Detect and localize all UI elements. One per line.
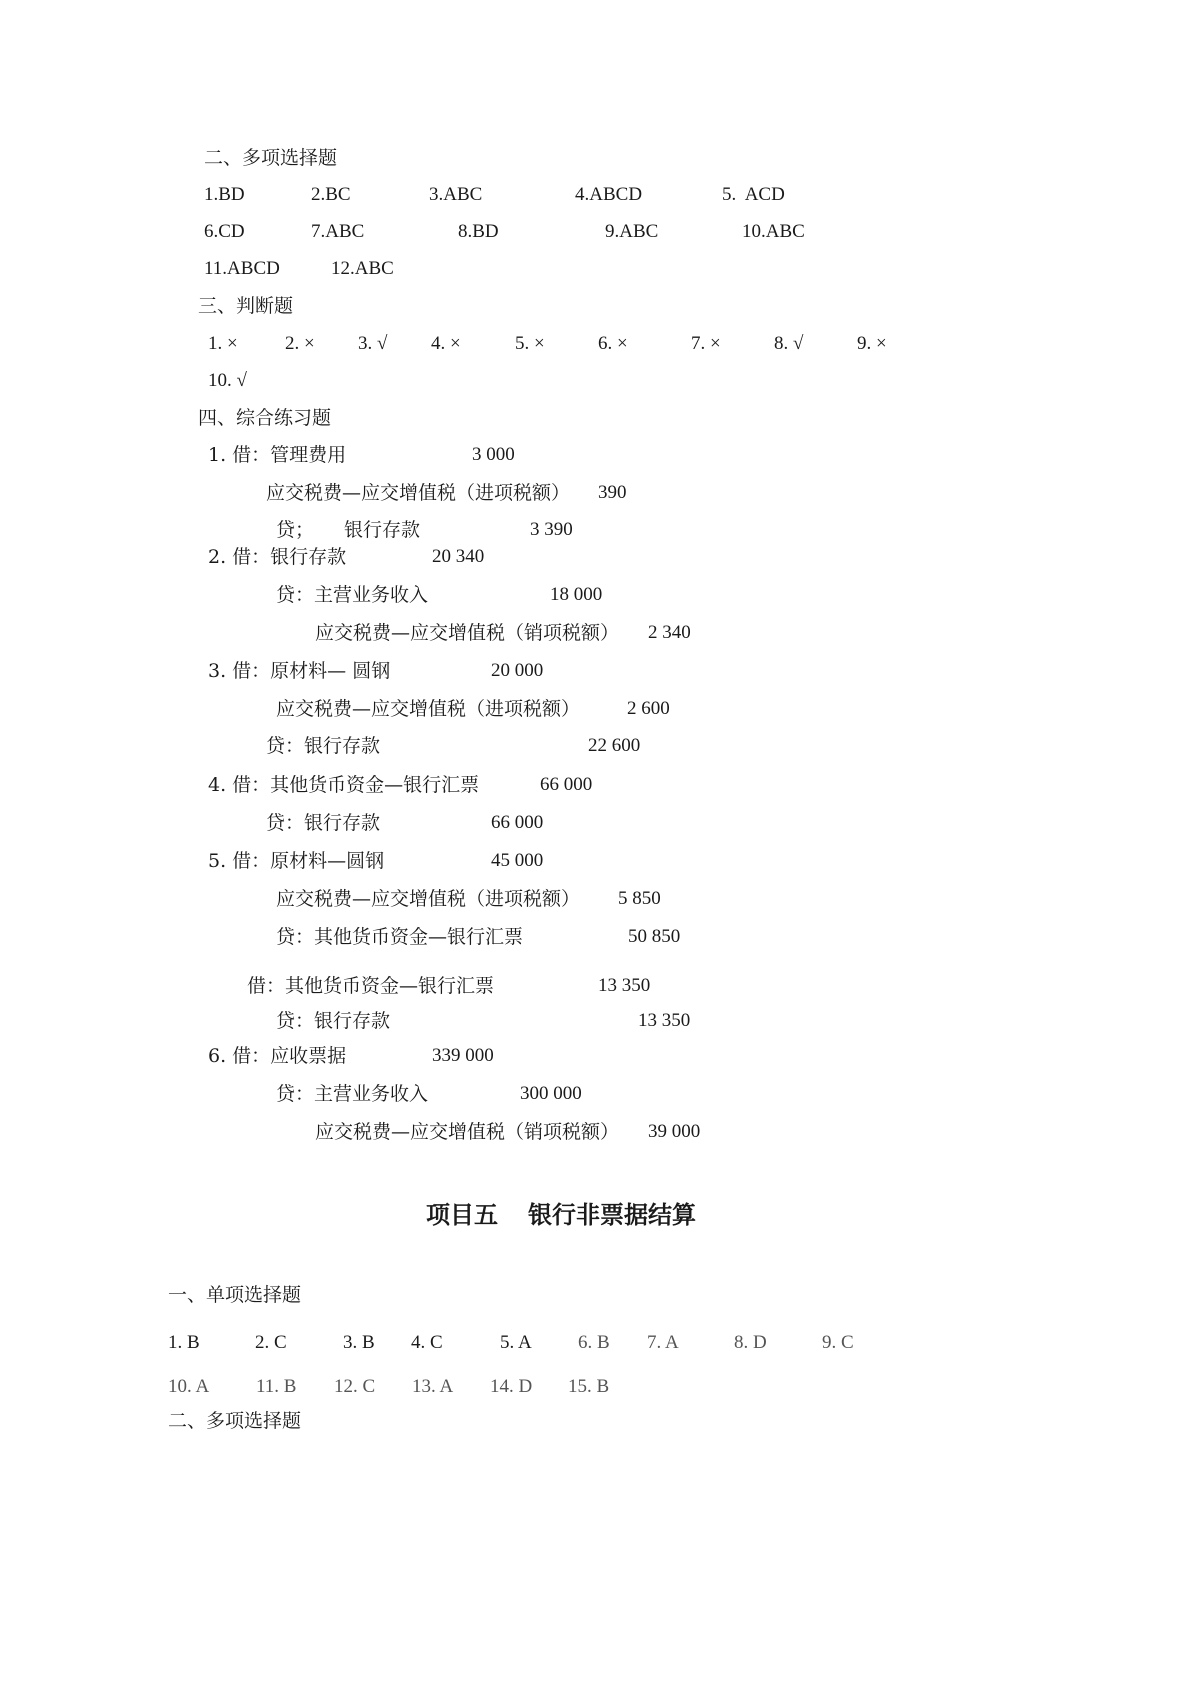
entry-label: 贷：银行存款 bbox=[266, 735, 381, 757]
answer-item: 3. √ bbox=[358, 333, 388, 354]
entry-amount: 66 000 bbox=[540, 774, 593, 795]
entry-amount: 22 600 bbox=[588, 735, 641, 756]
entry-amount: 2 600 bbox=[627, 698, 670, 719]
answer-item: 11. B bbox=[256, 1376, 297, 1397]
answer-item: 1. B bbox=[168, 1332, 200, 1353]
entry-label: 贷：主营业务收入 bbox=[276, 1083, 429, 1105]
entry-label: 应交税费—应交增值税（进项税额） bbox=[276, 698, 581, 720]
entry-amount: 3 390 bbox=[530, 519, 573, 540]
answer-item: 6. × bbox=[598, 333, 628, 354]
answer-item: 5. A bbox=[500, 1332, 532, 1353]
answer-item: 9.ABC bbox=[605, 221, 659, 242]
entry-label: 银行存款 bbox=[344, 519, 421, 541]
answer-item: 10. A bbox=[168, 1376, 210, 1397]
answer-item: 2. C bbox=[255, 1332, 287, 1353]
entry-label: 应交税费—应交增值税（进项税额） bbox=[266, 482, 571, 504]
entry-amount: 339 000 bbox=[432, 1045, 494, 1066]
entry-label: 4. 借：其他货币资金—银行汇票 bbox=[208, 774, 480, 796]
answer-item: 2. × bbox=[285, 333, 315, 354]
answer-item: 5. ACD bbox=[722, 184, 785, 205]
entry-amount: 39 000 bbox=[648, 1121, 701, 1142]
entry-amount: 13 350 bbox=[598, 975, 651, 996]
entry-amount: 45 000 bbox=[491, 850, 544, 871]
section-heading-multiple-choice: 二、多项选择题 bbox=[168, 1410, 302, 1432]
answer-item: 13. A bbox=[412, 1376, 454, 1397]
entry-label: 1. 借：管理费用 bbox=[208, 444, 347, 466]
entry-amount: 390 bbox=[598, 482, 627, 503]
entry-amount: 5 850 bbox=[618, 888, 661, 909]
entry-label: 贷； bbox=[276, 519, 315, 541]
answer-item: 4. × bbox=[431, 333, 461, 354]
answer-item: 7. A bbox=[647, 1332, 679, 1353]
answer-item: 9. C bbox=[822, 1332, 854, 1353]
entry-amount: 18 000 bbox=[550, 584, 603, 605]
entry-label: 借：其他货币资金—银行汇票 bbox=[247, 975, 495, 997]
entry-amount: 13 350 bbox=[638, 1010, 691, 1031]
entry-label: 3. 借：原材料— 圆钢 bbox=[208, 660, 391, 682]
entry-amount: 66 000 bbox=[491, 812, 544, 833]
entry-amount: 2 340 bbox=[648, 622, 691, 643]
answer-item: 4.ABCD bbox=[575, 184, 643, 205]
entry-label: 贷：银行存款 bbox=[266, 812, 381, 834]
entry-amount: 50 850 bbox=[628, 926, 681, 947]
answer-item: 11.ABCD bbox=[204, 258, 280, 279]
answer-item: 6. B bbox=[578, 1332, 610, 1353]
answer-item: 12. C bbox=[334, 1376, 376, 1397]
entry-label: 6. 借：应收票据 bbox=[208, 1045, 347, 1067]
entry-amount: 300 000 bbox=[520, 1083, 582, 1104]
section-heading-multiple-choice: 二、多项选择题 bbox=[204, 147, 338, 169]
answer-item: 12.ABC bbox=[331, 258, 394, 279]
section-heading-true-false: 三、判断题 bbox=[198, 295, 294, 317]
project-title-part2: 银行非票据结算 bbox=[528, 1200, 696, 1229]
answer-item: 7. × bbox=[691, 333, 721, 354]
answer-item: 7.ABC bbox=[311, 221, 365, 242]
answer-item: 9. × bbox=[857, 333, 887, 354]
answer-item: 8.BD bbox=[458, 221, 499, 242]
answer-item: 5. × bbox=[515, 333, 545, 354]
entry-label: 应交税费—应交增值税（进项税额） bbox=[276, 888, 581, 910]
entry-amount: 3 000 bbox=[472, 444, 515, 465]
entry-label: 贷：其他货币资金—银行汇票 bbox=[276, 926, 524, 948]
answer-item: 4. C bbox=[411, 1332, 443, 1353]
answer-item: 6.CD bbox=[204, 221, 245, 242]
answer-item: 15. B bbox=[568, 1376, 610, 1397]
entry-label: 5. 借：原材料—圆钢 bbox=[208, 850, 385, 872]
answer-item: 14. D bbox=[490, 1376, 533, 1397]
entry-label: 2. 借：银行存款 bbox=[208, 546, 347, 568]
section-heading-exercises: 四、综合练习题 bbox=[198, 407, 332, 429]
project-title-part1: 项目五 bbox=[426, 1200, 498, 1229]
answer-item: 1. × bbox=[208, 333, 238, 354]
answer-item: 3. B bbox=[343, 1332, 375, 1353]
entry-label: 应交税费—应交增值税（销项税额） bbox=[315, 622, 620, 644]
answer-item: 3.ABC bbox=[429, 184, 483, 205]
answer-item: 10. √ bbox=[208, 370, 247, 391]
answer-item: 10.ABC bbox=[742, 221, 805, 242]
answer-item: 2.BC bbox=[311, 184, 351, 205]
entry-label: 贷：主营业务收入 bbox=[276, 584, 429, 606]
entry-amount: 20 340 bbox=[432, 546, 485, 567]
answer-item: 8. D bbox=[734, 1332, 767, 1353]
answer-item: 8. √ bbox=[774, 333, 804, 354]
answer-item: 1.BD bbox=[204, 184, 245, 205]
section-heading-single-choice: 一、单项选择题 bbox=[168, 1284, 302, 1306]
entry-label: 贷：银行存款 bbox=[276, 1010, 391, 1032]
entry-label: 应交税费—应交增值税（销项税额） bbox=[315, 1121, 620, 1143]
entry-amount: 20 000 bbox=[491, 660, 544, 681]
